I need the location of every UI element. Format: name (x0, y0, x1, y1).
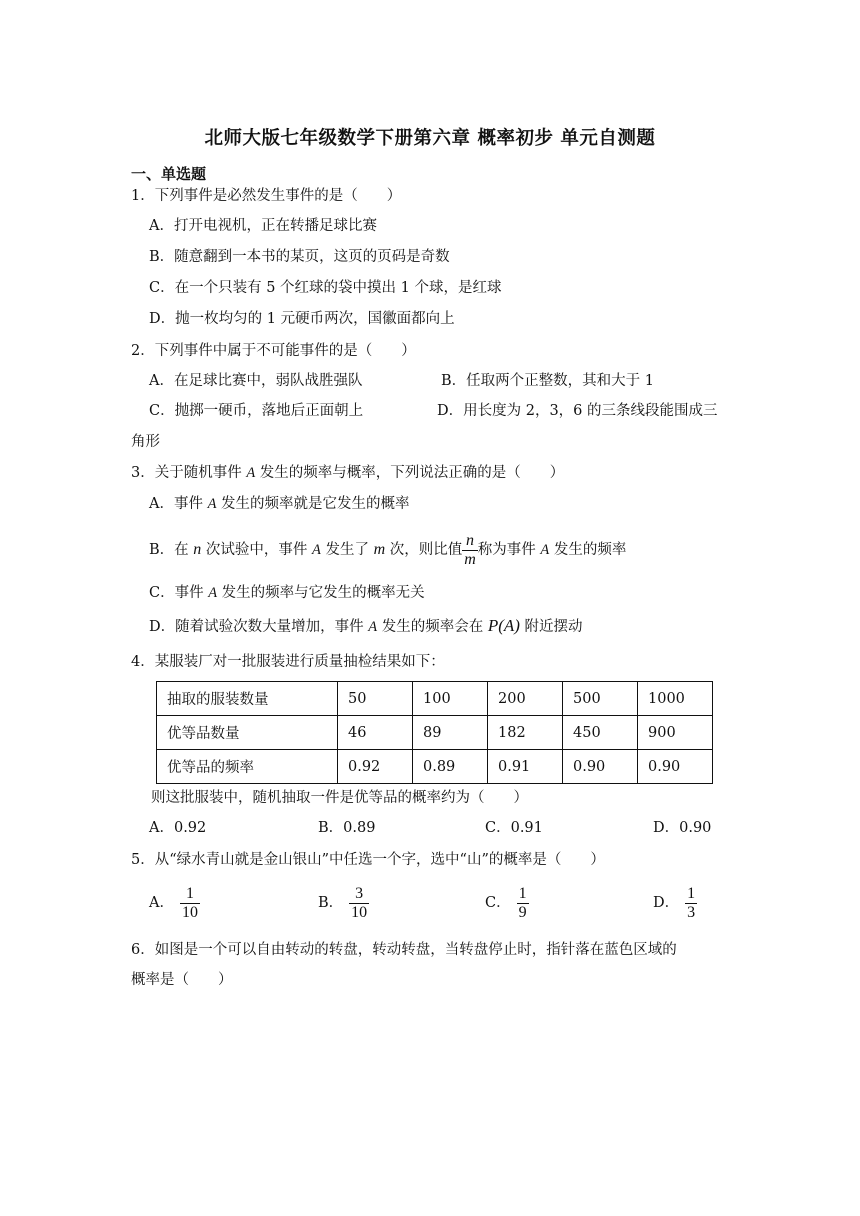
table-cell: 46 (338, 716, 413, 750)
fraction-1-10: $\frac{1}{10}$ (181, 884, 198, 921)
table-cell: 抽取的服装数量 (157, 682, 338, 716)
table-cell: 500 (563, 682, 638, 716)
table-cell: 0.91 (488, 750, 563, 784)
section-heading: 一、单选题 (131, 165, 207, 183)
q4-stem: 4．某服装厂对一批服装进行质量抽检结果如下： (131, 654, 445, 670)
q5-stem: 5．从“绿水青山就是金山银山”中任选一个字，选中“山”的概率是（ ） (131, 852, 605, 868)
fraction-3-10: $\frac{3}{10}$ (351, 884, 368, 921)
table-cell: 900 (638, 716, 713, 750)
fraction-1-9: $\frac{1}{9}$ (518, 884, 527, 921)
fraction-n-over-m: $\frac{n}{m}$ (464, 531, 476, 568)
q3-option-b: B．在 n 次试验中，事件 A 发生了 m 次，则比值 $\frac{n}{m}$ 称为事件 A 发生的频率 (149, 531, 627, 568)
q4-option-b: B．0.89 (318, 820, 376, 836)
q1-option-d: D．抛一枚均匀的 1 元硬币两次，国徽面都向上 (149, 311, 455, 327)
q2-option-c: C．抛掷一硬币，落地后正面朝上 (149, 403, 364, 419)
inspection-table (156, 681, 713, 784)
table-cell: 0.92 (338, 750, 413, 784)
table-cell: 89 (413, 716, 488, 750)
table-cell: 0.89 (413, 750, 488, 784)
table-row (157, 750, 713, 784)
table-cell: 优等品的频率 (157, 750, 338, 784)
table-cell: 200 (488, 682, 563, 716)
q2-option-b: B．任取两个正整数，其和大于 1 (441, 373, 654, 389)
q6-stem-continued: 概率是（ ） (131, 972, 233, 988)
table-row (157, 682, 713, 716)
q1-stem: 1．下列事件是必然发生事件的是（ ） (131, 188, 402, 204)
q3-option-d: D．随着试验次数大量增加，事件 A 发生的频率会在 P(A) 附近摆动 (149, 616, 583, 635)
table-cell: 1000 (638, 682, 713, 716)
table-cell: 0.90 (563, 750, 638, 784)
q5-option-b: B． $\frac{3}{10}$ (318, 884, 368, 921)
q1-option-b: B．随意翻到一本书的某页，这页的页码是奇数 (149, 249, 450, 265)
table-cell: 100 (413, 682, 488, 716)
fraction-1-3: $\frac{1}{3}$ (687, 884, 696, 921)
q2-stem: 2．下列事件中属于不可能事件的是（ ） (131, 343, 416, 359)
table-cell: 450 (563, 716, 638, 750)
table-cell: 50 (338, 682, 413, 716)
q2-option-a: A．在足球比赛中，弱队战胜强队 (149, 373, 363, 389)
q3-stem: 3．关于随机事件 A 发生的频率与概率，下列说法正确的是（ ） (131, 465, 565, 481)
table-cell: 优等品数量 (157, 716, 338, 750)
q4-option-a: A．0.92 (149, 820, 207, 836)
document-title: 北师大版七年级数学下册第六章 概率初步 单元自测题 (204, 128, 656, 149)
q4-option-c: C．0.91 (485, 820, 543, 836)
probability-notation: P(A) (487, 616, 520, 635)
q5-option-a: A． $\frac{1}{10}$ (149, 884, 198, 921)
table-cell: 0.90 (638, 750, 713, 784)
table-row (157, 716, 713, 750)
q6-stem: 6．如图是一个可以自由转动的转盘，转动转盘，当转盘停止时，指针落在蓝色区域的 (131, 942, 677, 958)
q4-question: 则这批服装中，随机抽取一件是优等品的概率约为（ ） (151, 790, 528, 806)
q3-option-a: A．事件 A 发生的频率就是它发生的概率 (149, 496, 410, 512)
q4-option-d: D．0.90 (653, 820, 712, 836)
q1-option-a: A．打开电视机，正在转播足球比赛 (149, 218, 377, 234)
q5-option-d: D． $\frac{1}{3}$ (653, 884, 696, 921)
q5-option-c: C． $\frac{1}{9}$ (485, 884, 527, 921)
q2-option-d: D．用长度为 2，3，6 的三条线段能围成三 (437, 403, 718, 419)
q1-option-c: C．在一个只装有 5 个红球的袋中摸出 1 个球，是红球 (149, 280, 502, 296)
q3-option-c: C．事件 A 发生的频率与它发生的概率无关 (149, 585, 425, 601)
table-cell: 182 (488, 716, 563, 750)
q2-option-d-continued: 角形 (131, 434, 160, 450)
